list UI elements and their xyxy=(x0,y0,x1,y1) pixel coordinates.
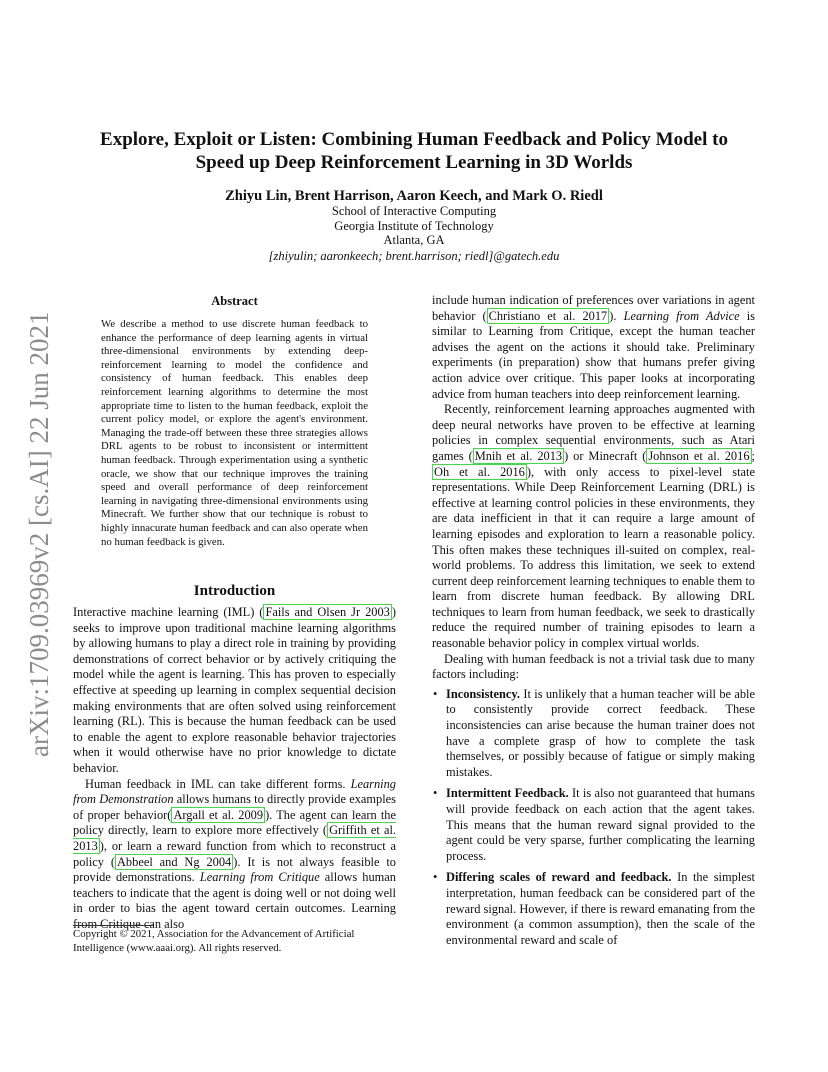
citation-link[interactable]: Oh et al. 2016 xyxy=(434,464,525,479)
affiliation-institute: Georgia Institute of Technology xyxy=(334,218,494,233)
affiliation-block xyxy=(74,204,754,248)
intro-paragraph-2: Human feedback in IML can take different forms. Learning from Demonstration allows humans to directly provide examples of proper behavior( Argall et al. 2009 ). The agent can learn the policy directly, learn to explore more effectively ( Griffith et al. 2013 ), or learn a reward function from which to reconstruct a policy ( Abbeel and Ng 2004 ). It is not always feasible to provide demonstrations. Learning from Critique allows human teachers to indicate that the agent is doing well or not doing well in order to bias the agent toward certain outcomes. Learning from Critique can also xyxy=(73,776,397,931)
introduction-body xyxy=(73,605,396,932)
citation-link[interactable]: Abbeel and Ng 2004 xyxy=(116,854,232,869)
citation-link[interactable]: Johnson et al. 2016 xyxy=(648,448,750,463)
arxiv-identifier-text: arXiv:1709.03969v2 [cs.AI] 22 Jun 2021 xyxy=(24,311,54,757)
citation-link[interactable]: Fails and Olsen Jr 2003 xyxy=(265,605,390,619)
right-column-body xyxy=(432,293,755,954)
paper-title-line-1: Explore, Exploit or Listen: Combining Human Feedback and Policy Model to xyxy=(100,129,728,150)
challenge-list xyxy=(432,687,755,949)
abstract-heading: Abstract xyxy=(211,294,258,308)
citation-link[interactable]: Griffith et al. 2013 xyxy=(73,823,396,853)
list-item: • Inconsistency. It is unlikely that a human teacher will be able to consistently provide correct feedback. These inconsistencies can arise because the human trainer does not have a complete grasp of how to complete the task themselves, or possibly because of fatigue or simply making mistakes. xyxy=(446,687,755,781)
abstract-text: We describe a method to use discrete human feedback to enhance the performance of deep learning agents in virtual three-dimensional environments by extending deep-reinforcement learning to model the confidence and consistency of human feedback. This enables deep reinforcement learning algorithms to determine the most appropriate time to listen to the human feedback, exploit the current policy model, or explore the agent's environment. Managing the trade-off between these three strategies allows DRL agents to be robust to inconsistent or intermittent human feedback. Through experimentation using a synthetic oracle, we show that our technique improves the training speed and overall performance of deep reinforcement learning in navigating three-dimensional environments using Minecraft. We further show that our technique is robust to highly innacurate human feedback and can also operate when no human feedback is given. xyxy=(101,318,368,548)
paper-title xyxy=(74,128,754,174)
right-paragraph-2: Recently, reinforcement learning approaches augmented with deep neural networks have proven to be effective at learning policies in complex sequential environments, such as Atari games ( Mnih et al. 2013 ) or Minecraft ( Johnson et al. 2016 ; Oh et al. 2016 ), with only access to pixel-level state representations. While Deep Reinforcement Learning (DRL) is effective at learning control policies in these environments, they are data inefficient in that it can require a large amount of learning episodes and exploration to learn a reasonable policy. This often makes these techniques ill-suited on complex, real-world problems. To address this limitation, we seek to extend current deep reinforcement learning techniques to enable them to learn from discrete human feedback. By allowing DRL techniques to learn from human feedback, we seek to drastically reduce the required number of training episodes to learn a reasonable behavior policy in complex virtual worlds. xyxy=(432,402,755,651)
right-paragraph-3: Dealing with human feedback is not a trivial task due to many factors including: xyxy=(432,651,755,682)
paper-title-line-2: Speed up Deep Reinforcement Learning in 3D Worlds xyxy=(195,152,633,173)
copyright-notice: Copyright © 2021, Association for the Advancement of Artificial Intelligence (www.aaai.org). All rights reserved. xyxy=(73,928,355,954)
footnote-divider xyxy=(73,925,153,926)
citation-link[interactable]: Mnih et al. 2013 xyxy=(474,448,563,463)
list-item: • Differing scales of reward and feedback. In the simplest interpretation, human feedback can be considered part of the reward signal. However, if there is reward emanating from the environment (a common assumption), then the scale of the environmental reward and scale of xyxy=(446,870,755,948)
intro-paragraph-1: Interactive machine learning (IML) ( Fails and Olsen Jr 2003 ) seeks to improve upon traditional machine learning algorithms by allowing humans to play a direct role in training by providing demonstrations of correct behavior or by actively critiquing the model while the agent is learning. This has proven to especially effective at speeding up learning in complex sequential decision making environments that are often solved using reinforcement learning (RL). This is because the human feedback can be used to enable the agent to explore reasonable behavior trajectories when it would otherwise have no prior knowledge to dictate behavior. xyxy=(73,605,396,775)
right-paragraph-1: include human indication of preferences over variations in agent behavior ( Christiano et al. 2017 ). Learning from Advice is similar to Learning from Critique, except the human teacher advises the agent on the actions it should take. Preliminary experiments (in preparation) show that humans prefer giving action advice over critique. This paper looks at incorporating advice from human teachers into deep reinforcement learning. xyxy=(432,293,755,401)
author-emails: [zhiyulin; aaronkeech; brent.harrison; riedl]@gatech.edu xyxy=(268,249,560,263)
arxiv-identifier-stamp xyxy=(22,305,56,760)
list-item: • Intermittent Feedback. It is also not guaranteed that humans will provide feedback on each action that the agent takes. This means that the human reward signal provided to the agent could be very sparse, further complicating the learning process. xyxy=(446,786,755,864)
affiliation-school: School of Interactive Computing xyxy=(331,204,497,218)
affiliation-location: Atlanta, GA xyxy=(383,233,445,248)
author-list: Zhiyu Lin, Brent Harrison, Aaron Keech, and Mark O. Riedl xyxy=(225,188,603,204)
citation-link[interactable]: Argall et al. 2009 xyxy=(173,807,264,822)
introduction-heading: Introduction xyxy=(193,583,276,599)
citation-link[interactable]: Christiano et al. 2017 xyxy=(488,308,608,323)
